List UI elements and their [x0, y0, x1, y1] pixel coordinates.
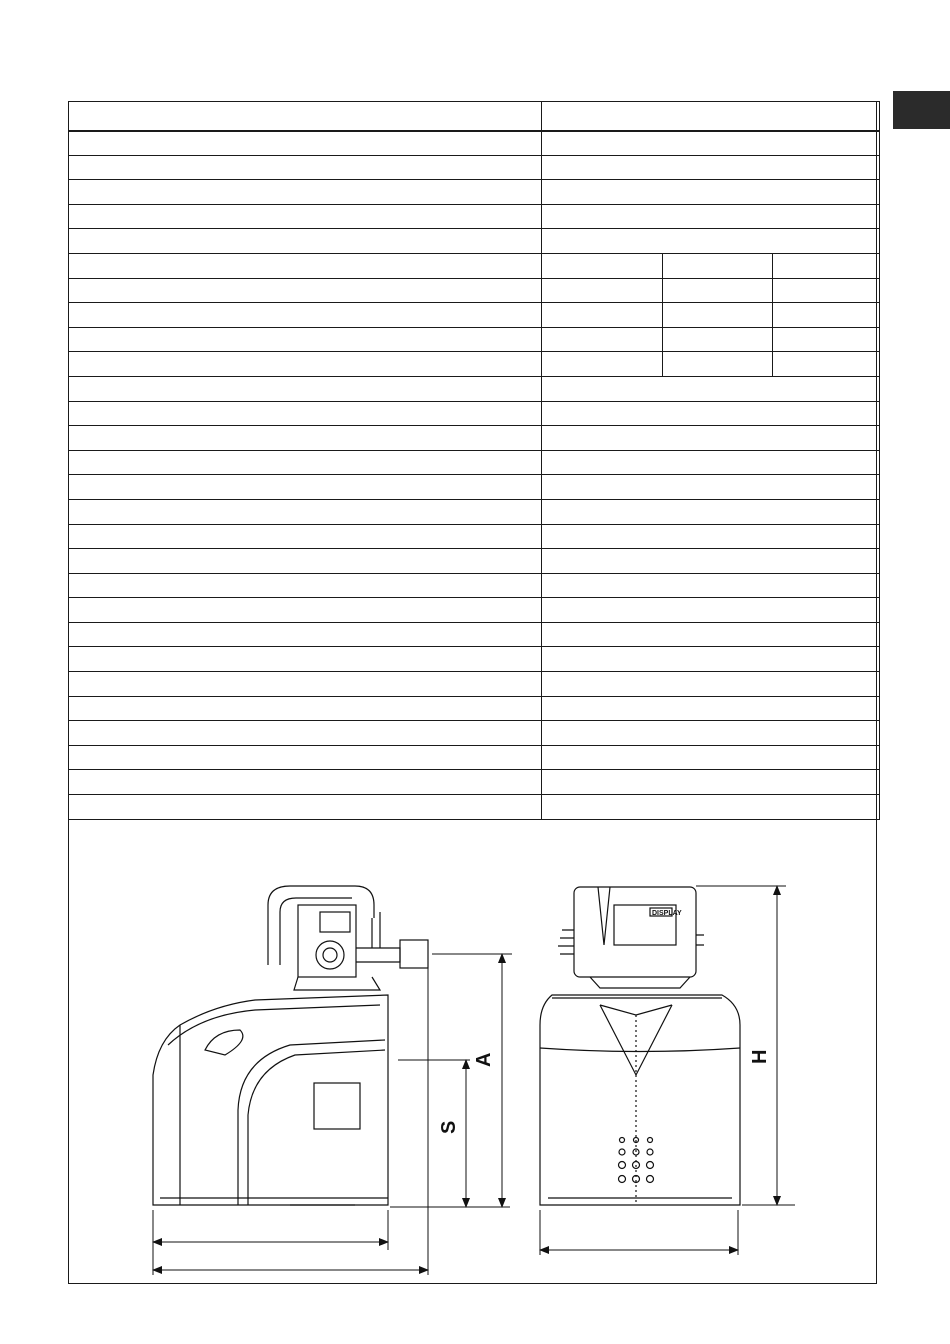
spec-label-cell: [69, 303, 542, 328]
spec-value-cell: [542, 795, 880, 820]
spec-label-cell: [69, 598, 542, 623]
side-view-cabinet: [153, 995, 388, 1205]
spec-label-cell: [69, 549, 542, 574]
spec-label-cell: [69, 180, 542, 205]
section-tab-marker: [893, 91, 950, 129]
spec-label-cell: [69, 376, 542, 401]
spec-table-header-row: [69, 102, 880, 131]
spec-table-row: [69, 475, 880, 500]
spec-label-cell: [69, 499, 542, 524]
spec-label-cell: [69, 155, 542, 180]
spec-label-cell: [69, 278, 542, 303]
spec-table-row: [69, 253, 880, 278]
spec-value-cell: [663, 352, 773, 377]
side-view-valve-head: [268, 886, 428, 990]
spec-table-row: [69, 327, 880, 352]
dimension-h-label: H: [749, 1049, 771, 1064]
dimension-s-label: S: [438, 1120, 460, 1134]
spec-table-row: [69, 278, 880, 303]
spec-value-cell: [542, 672, 880, 697]
spec-label-cell: [69, 524, 542, 549]
spec-value-cell: [542, 499, 880, 524]
spec-table-row: [69, 229, 880, 254]
spec-table-row: [69, 376, 880, 401]
spec-value-cell: [663, 278, 773, 303]
spec-value-cell: [663, 327, 773, 352]
spec-table-row: [69, 573, 880, 598]
spec-table-row: [69, 524, 880, 549]
spec-value-cell: [542, 524, 880, 549]
spec-value-cell: [542, 204, 880, 229]
spec-value-cell: [773, 327, 880, 352]
spec-table-row: [69, 549, 880, 574]
spec-value-cell: [773, 303, 880, 328]
dimension-a-label: A: [473, 1052, 495, 1067]
spec-value-cell: [542, 180, 880, 205]
spec-label-cell: [69, 131, 542, 156]
spec-value-cell: [542, 598, 880, 623]
spec-table-row: [69, 745, 880, 770]
spec-value-cell: [773, 253, 880, 278]
spec-value-cell: [542, 721, 880, 746]
spec-value-cell: [542, 253, 663, 278]
spec-table-row: [69, 352, 880, 377]
spec-table-row: [69, 499, 880, 524]
spec-value-cell: [542, 770, 880, 795]
spec-label-cell: [69, 253, 542, 278]
spec-value-cell: [542, 401, 880, 426]
spec-table-row: [69, 696, 880, 721]
spec-table-row: [69, 426, 880, 451]
product-technical-drawing: [69, 855, 877, 1283]
spec-table-row: [69, 647, 880, 672]
spec-label-cell: [69, 204, 542, 229]
spec-table-row: [69, 131, 880, 156]
spec-label-cell: [69, 573, 542, 598]
spec-label-cell: [69, 622, 542, 647]
dimension-lines: [153, 886, 795, 1275]
spec-value-cell: [663, 253, 773, 278]
spec-table-row: [69, 598, 880, 623]
spec-label-cell: [69, 401, 542, 426]
spec-value-cell: [542, 647, 880, 672]
spec-table-row: [69, 795, 880, 820]
spec-label-cell: [69, 770, 542, 795]
spec-header-value-cell: [542, 102, 880, 131]
spec-value-cell: [542, 376, 880, 401]
spec-label-cell: [69, 426, 542, 451]
spec-table: [68, 101, 880, 820]
spec-value-cell: [542, 327, 663, 352]
spec-value-cell: [542, 352, 663, 377]
spec-label-cell: [69, 795, 542, 820]
spec-label-cell: [69, 647, 542, 672]
spec-value-cell: [542, 303, 663, 328]
spec-value-cell: [773, 352, 880, 377]
spec-value-cell: [773, 278, 880, 303]
spec-table-row: [69, 401, 880, 426]
spec-label-cell: [69, 450, 542, 475]
spec-table-row: [69, 721, 880, 746]
spec-label-cell: [69, 696, 542, 721]
display-label: DISPLAY: [652, 910, 682, 917]
spec-label-cell: [69, 327, 542, 352]
spec-label-cell: [69, 721, 542, 746]
spec-value-cell: [542, 622, 880, 647]
spec-value-cell: [542, 475, 880, 500]
spec-table-row: [69, 303, 880, 328]
spec-header-label-cell: [69, 102, 542, 131]
front-view-cabinet: [540, 995, 740, 1205]
spec-value-cell: [542, 426, 880, 451]
spec-value-cell: [542, 573, 880, 598]
spec-table-row: [69, 622, 880, 647]
spec-table-row: [69, 204, 880, 229]
spec-value-cell: [542, 696, 880, 721]
spec-value-cell: [542, 278, 663, 303]
spec-table-row: [69, 770, 880, 795]
spec-value-cell: [542, 229, 880, 254]
spec-value-cell: [663, 303, 773, 328]
spec-table-row: [69, 155, 880, 180]
spec-value-cell: [542, 745, 880, 770]
spec-label-cell: [69, 475, 542, 500]
spec-value-cell: [542, 549, 880, 574]
spec-label-cell: [69, 229, 542, 254]
spec-table-row: [69, 450, 880, 475]
spec-label-cell: [69, 352, 542, 377]
spec-value-cell: [542, 450, 880, 475]
spec-label-cell: [69, 672, 542, 697]
spec-value-cell: [542, 131, 880, 156]
spec-table-row: [69, 180, 880, 205]
front-view-controller-head: [558, 887, 704, 988]
spec-label-cell: [69, 745, 542, 770]
spec-table-row: [69, 672, 880, 697]
spec-value-cell: [542, 155, 880, 180]
